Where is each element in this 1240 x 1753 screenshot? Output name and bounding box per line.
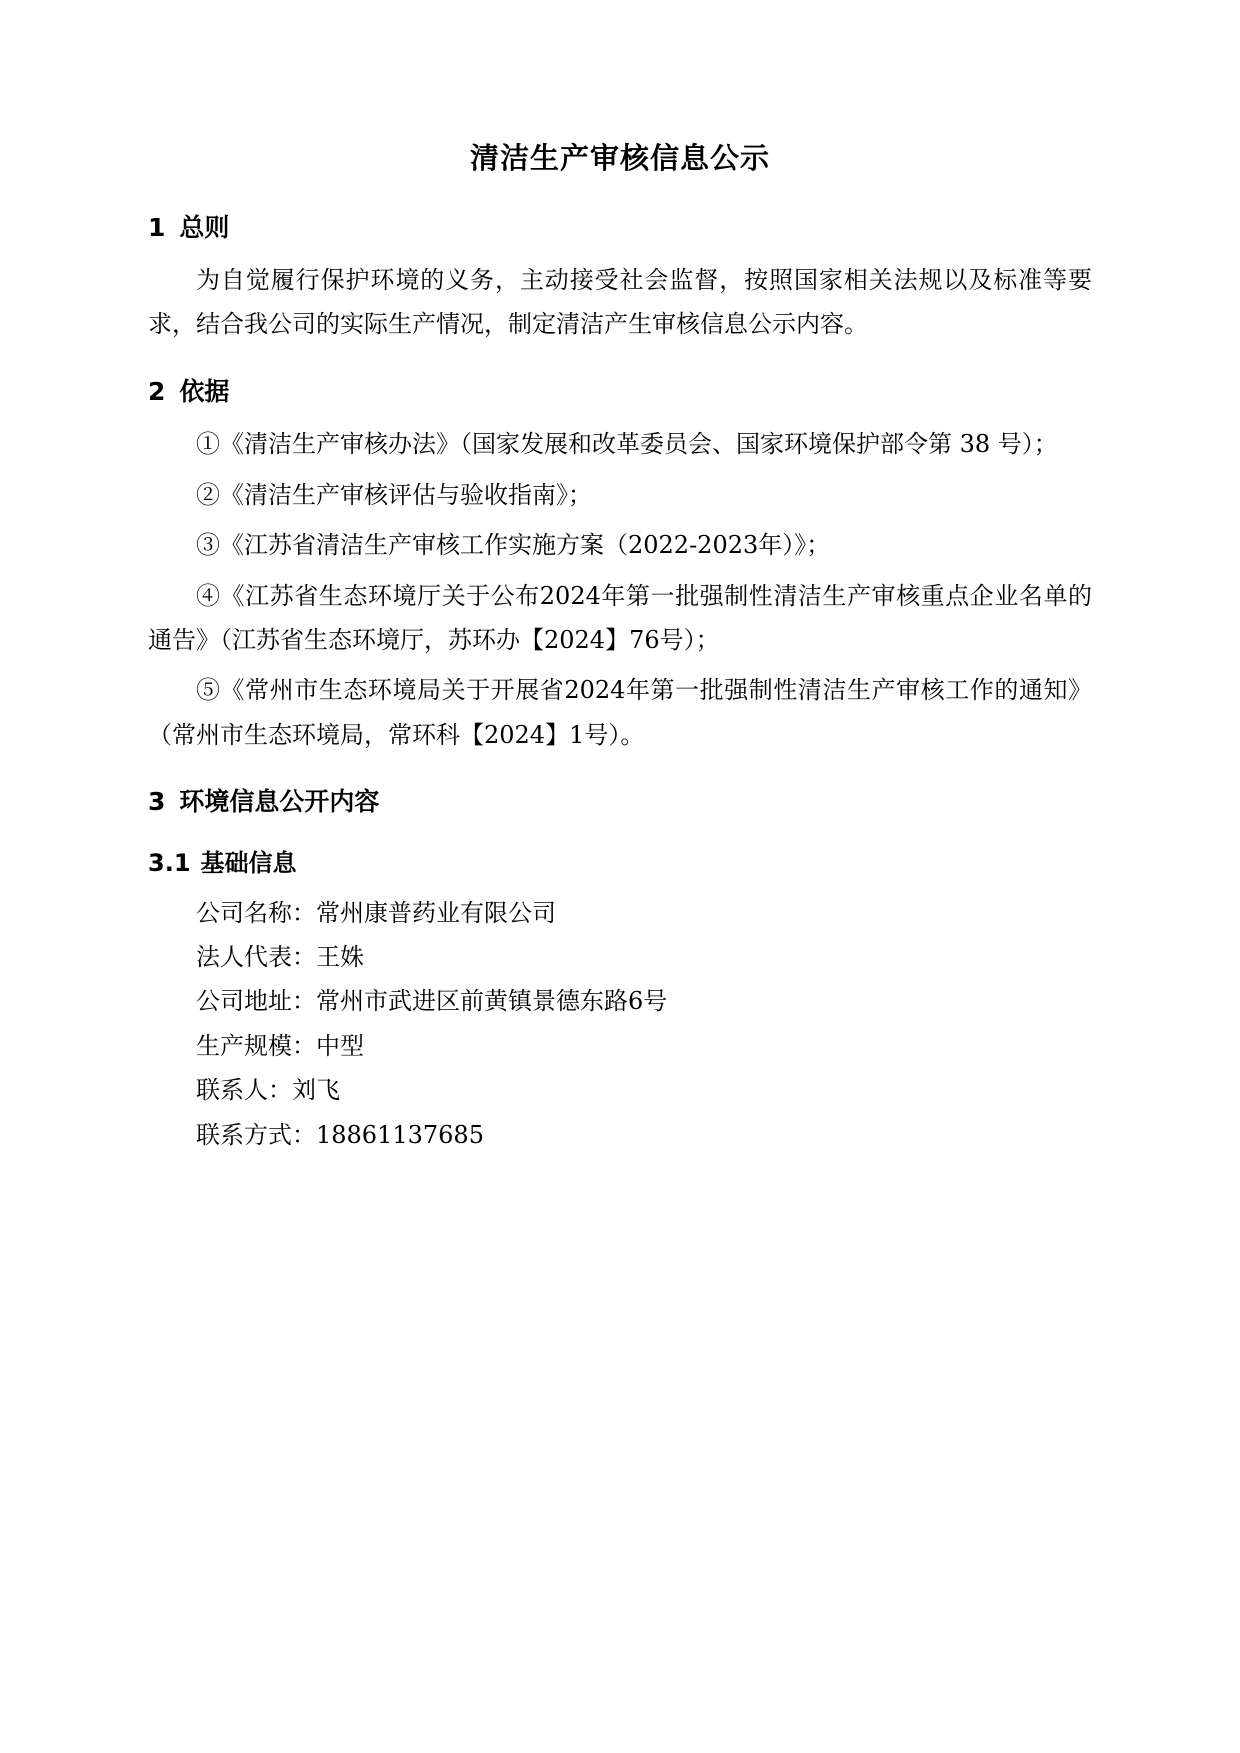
section-2-paragraph-1: ①《清洁生产审核办法》（国家发展和改革委员会、国家环境保护部令第 38 号）； xyxy=(196,430,1058,459)
section-title-2: 依据 xyxy=(179,376,230,406)
list-item: 生产规模：中型 xyxy=(196,1031,364,1060)
section-2-paragraph-5: ⑤《常州市生态环境局关于开展省2024年第一批强制性清洁生产审核工作的通知》（常州市生态环境局，常环科【2024】1号）。 xyxy=(148,676,1092,749)
section-title-3: 环境信息公开内容 xyxy=(179,787,380,817)
section-heading-2 xyxy=(148,373,1092,411)
page-title: 清洁生产审核信息公示 xyxy=(469,141,770,175)
subsection-heading-3-1 xyxy=(148,845,1092,881)
basic-info-list xyxy=(148,891,1092,1157)
section-heading-3 xyxy=(148,783,1092,821)
section-number-1: 1 xyxy=(148,212,166,242)
section-number-2: 2 xyxy=(148,376,166,406)
section-number-3: 3 xyxy=(148,787,166,817)
section-title-1: 总则 xyxy=(179,212,230,242)
section-heading-1 xyxy=(148,209,1092,247)
list-item: 法人代表：王姝 xyxy=(196,943,364,971)
section-2-paragraph-4: ④《江苏省生态环境厅关于公布2024年第一批强制性清洁生产审核重点企业名单的通告》（江苏省生态环境厅，苏环办【2024】76号）； xyxy=(148,581,1092,654)
section-1-paragraph-1: 为自觉履行保护环境的义务，主动接受社会监督，按照国家相关法规以及标准等要求，结合我公司的实际生产情况，制定清洁产生审核信息公示内容。 xyxy=(148,266,1092,339)
list-item: 公司名称：常州康普药业有限公司 xyxy=(196,898,556,927)
list-item: 联系方式：18861137685 xyxy=(196,1120,484,1149)
section-2-paragraph-2: ②《清洁生产审核评估与验收指南》； xyxy=(196,480,592,509)
list-item: 联系人：刘飞 xyxy=(196,1076,340,1105)
list-item: 公司地址：常州市武进区前黄镇景德东路6号 xyxy=(196,987,668,1016)
section-2-paragraph-3: ③《江苏省清洁生产审核工作实施方案（2022-2023年）》； xyxy=(196,531,831,560)
subsection-number-3-1: 3.1 xyxy=(148,848,191,877)
subsection-title-3-1: 基础信息 xyxy=(200,848,297,877)
